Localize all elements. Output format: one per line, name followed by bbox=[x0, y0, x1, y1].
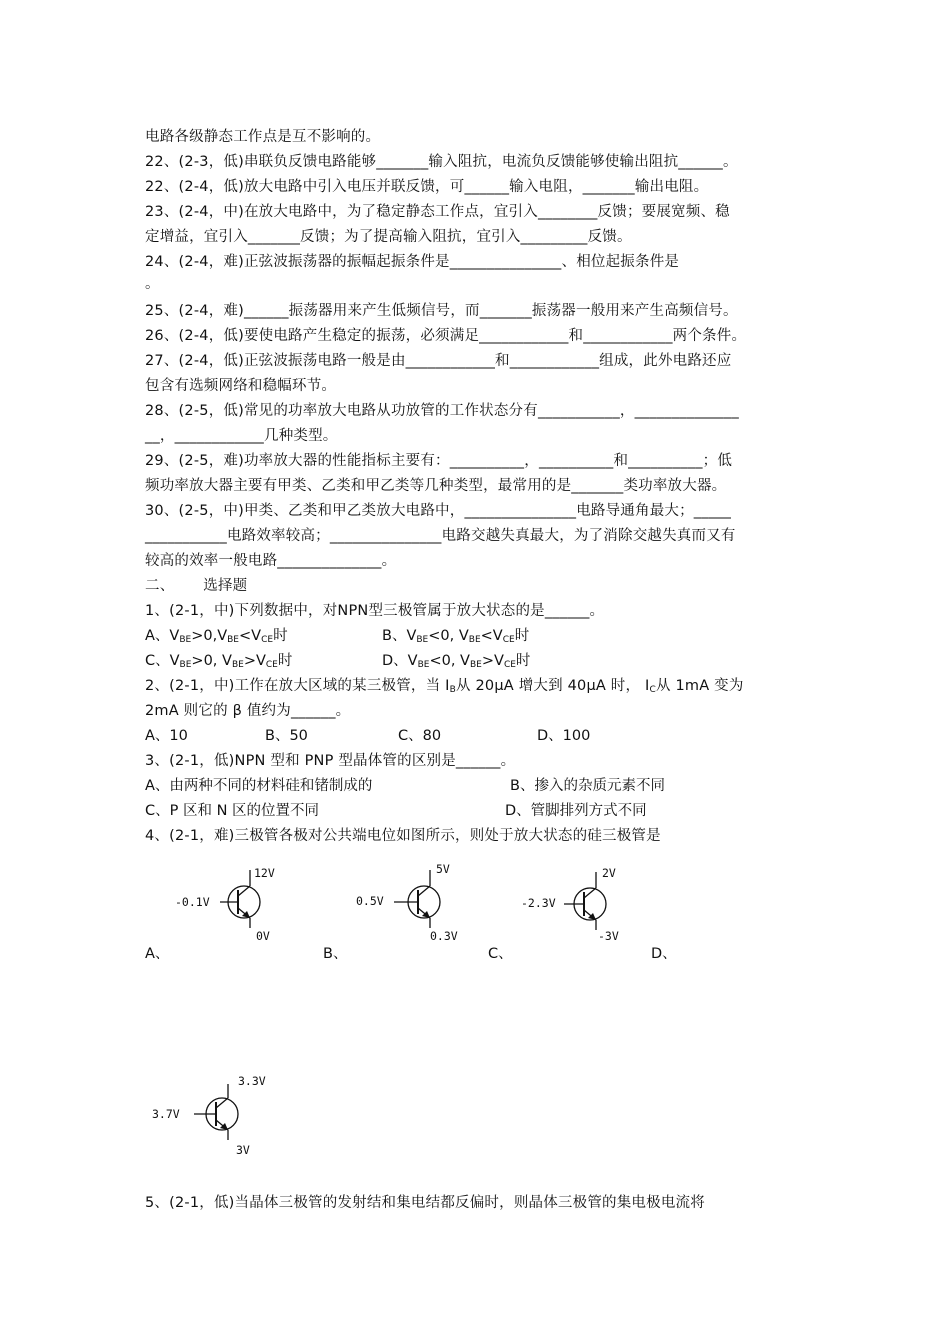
text-line: 包含有选频网络和稳幅环节。 bbox=[145, 378, 337, 394]
answer-label-d: D、 bbox=[651, 946, 677, 962]
question-5: 5、(2-1，低)当晶体三极管的发射结和集电结都反偏时，则晶体三极管的集电极电流将 bbox=[145, 1195, 705, 1211]
answer-label-a: A、 bbox=[145, 946, 170, 962]
option-a: A、10 bbox=[145, 728, 188, 744]
option-b: B、掺入的杂质元素不同 bbox=[510, 778, 665, 794]
base-voltage-label: 3.7V bbox=[152, 1107, 180, 1121]
question-30: 30、(2-5，中)甲类、乙类和甲乙类放大电路中，_______________电路导通角最大；_____ bbox=[145, 503, 732, 519]
base-voltage-label: -0.1V bbox=[175, 895, 210, 909]
question-26: 26、(2-4，低)要使电路产生稳定的振荡，必须满足____________和____________两个条件。 bbox=[145, 328, 747, 344]
option-a: A、$V_{BE}>0,V_{BE}<V_{CE}$时 bbox=[145, 628, 288, 645]
transistor-b-diagram bbox=[352, 860, 472, 945]
option-c: C、$V_{BE}>0$, $V_{BE}>V_{CE}$时 bbox=[145, 653, 293, 670]
base-voltage-label: -2.3V bbox=[521, 896, 556, 910]
question-2: 2、(2-1，中)工作在放大区域的某三极管，当 $I_B$从 20μA 增大到 40μA 时， $I_C$从 1mA 变为 bbox=[145, 678, 744, 695]
text-line: __，____________几种类型。 bbox=[145, 428, 338, 444]
option-c: C、80 bbox=[398, 728, 442, 744]
collector-voltage-label: 3.3V bbox=[238, 1074, 266, 1088]
text-line: 。 bbox=[145, 276, 160, 292]
question-22b: 22、(2-4，低)放大电路中引入电压并联反馈，可______输入电阻，_______输出电阻。 bbox=[145, 179, 709, 195]
answer-label-b: B、 bbox=[323, 946, 348, 962]
base-voltage-label: 0.5V bbox=[356, 894, 384, 908]
question-27: 27、(2-4，低)正弦波振荡电路一般是由____________和____________组成，此外电路还应 bbox=[145, 353, 732, 369]
text-line: 2mA 则它的 β 值约为______。 bbox=[145, 703, 351, 719]
option-d: D、管脚排列方式不同 bbox=[505, 803, 647, 819]
option-d: D、$V_{BE}<0$, $V_{BE}>V_{CE}$时 bbox=[382, 653, 531, 670]
option-b: B、50 bbox=[265, 728, 308, 744]
option-d: D、100 bbox=[537, 728, 591, 744]
question-25: 25、(2-4，难)______振荡器用来产生低频信号，而_______振荡器一般用来产生高频信号。 bbox=[145, 303, 738, 319]
transistor-a-diagram bbox=[170, 862, 290, 947]
text-line: 较高的效率一般电路______________。 bbox=[145, 553, 397, 569]
text-line: 定增益，宜引入_______反馈；为了提高输入阻抗，宜引入_________反馈。 bbox=[145, 229, 632, 245]
text-line: ___________电路效率较高；_______________电路交越失真最大，为了消除交越失真而又有 bbox=[145, 528, 736, 544]
collector-voltage-label: 12V bbox=[254, 866, 275, 880]
text-line: 频功率放大器主要有甲类、乙类和甲乙类等几种类型，最常用的是_______类功率放大器。 bbox=[145, 478, 727, 494]
text-line: 电路各级静态工作点是互不影响的。 bbox=[145, 129, 381, 145]
question-24: 24、(2-4，难)正弦波振荡器的振幅起振条件是_______________、相位起振条件是 bbox=[145, 254, 680, 270]
question-1: 1、(2-1，中)下列数据中，对NPN型三极管属于放大状态的是______。 bbox=[145, 603, 605, 619]
answer-label-c: C、 bbox=[488, 946, 513, 962]
question-23: 23、(2-4，中)在放大电路中，为了稳定静态工作点，宜引入________反馈；要展宽频、稳 bbox=[145, 204, 730, 220]
collector-voltage-label: 2V bbox=[602, 866, 616, 880]
question-3: 3、(2-1，低)NPN 型和 PNP 型晶体管的区别是______。 bbox=[145, 753, 516, 769]
question-4: 4、(2-1，难)三极管各极对公共端电位如图所示，则处于放大状态的硅三极管是 bbox=[145, 828, 661, 844]
emitter-voltage-label: 0V bbox=[256, 929, 270, 943]
question-29: 29、(2-5，难)功率放大器的性能指标主要有：__________，__________和__________；低 bbox=[145, 453, 733, 469]
option-c: C、P 区和 N 区的位置不同 bbox=[145, 803, 320, 819]
emitter-voltage-label: -3V bbox=[598, 929, 619, 943]
collector-voltage-label: 5V bbox=[436, 862, 450, 876]
section-heading: 二、 选择题 bbox=[145, 578, 248, 594]
transistor-d-diagram bbox=[148, 1070, 278, 1160]
option-b: B、$V_{BE}<0$, $V_{BE}<V_{CE}$时 bbox=[382, 628, 530, 645]
transistor-c-diagram bbox=[518, 862, 638, 947]
question-28: 28、(2-5，低)常见的功率放大电路从功放管的工作状态分有___________，______________ bbox=[145, 403, 739, 419]
emitter-voltage-label: 0.3V bbox=[430, 929, 458, 943]
question-22a: 22、(2-3，低)串联负反馈电路能够_______输入阻抗，电流负反馈能够使输出阻抗______。 bbox=[145, 154, 738, 170]
emitter-voltage-label: 3V bbox=[236, 1143, 250, 1157]
option-a: A、由两种不同的材料硅和锗制成的 bbox=[145, 778, 373, 794]
